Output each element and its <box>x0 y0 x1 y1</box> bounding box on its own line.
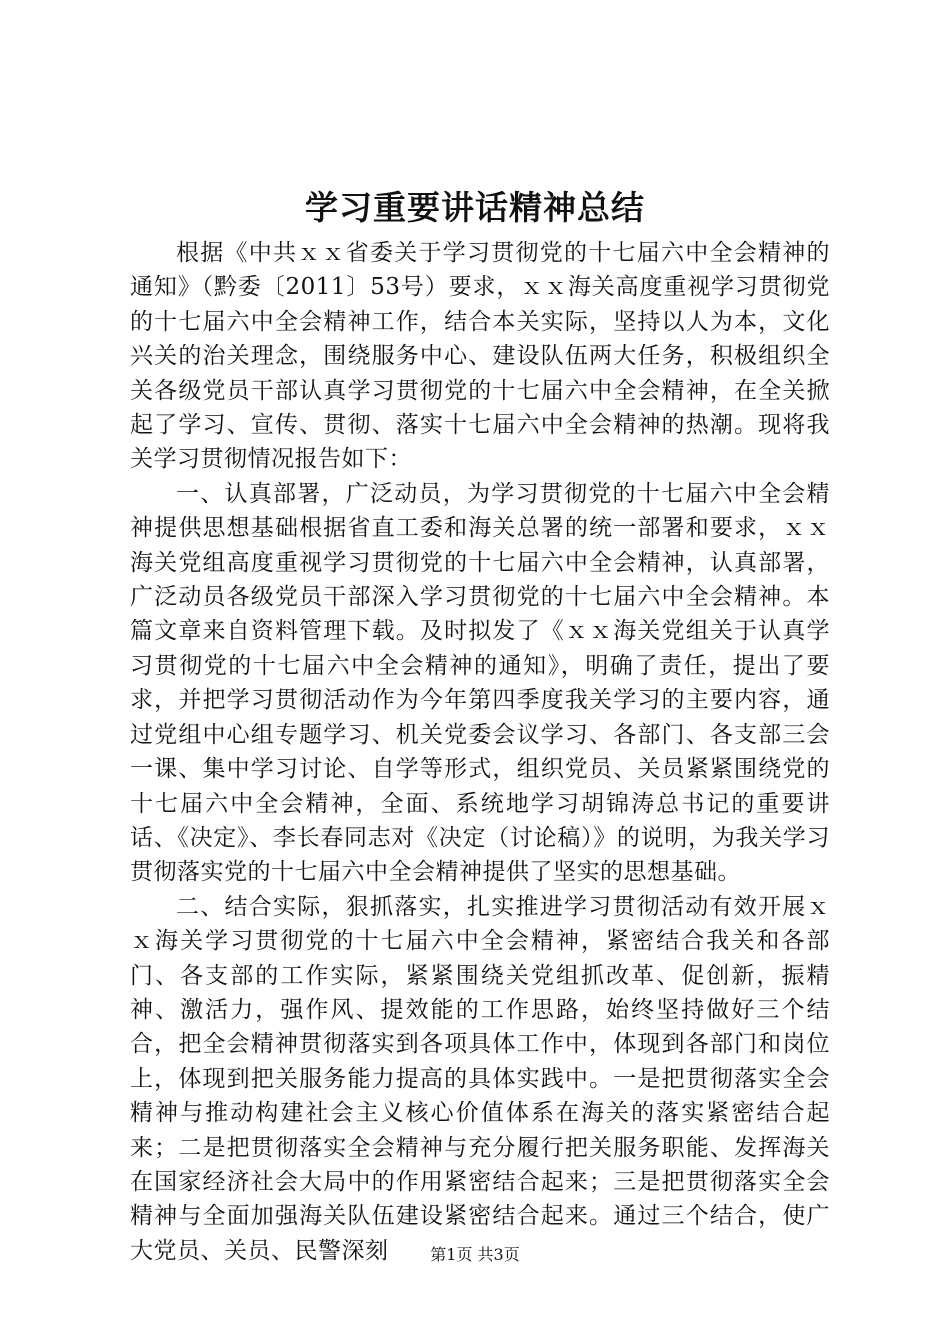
page-number-footer: 第1页 共3页 <box>430 1245 520 1264</box>
paragraph-intro: 根据《中共ｘｘ省委关于学习贯彻党的十七届六中全会精神的通知》（黔委〔2011〕53号）要求，ｘｘ海关高度重视学习贯彻党的十七届六中全会精神工作，结合本关实际，坚持以人为本，文化兴关的治关理念，围绕服务中心、建设队伍两大任务，积极组织全关各级党员干部认真学习贯彻党的十七届六中全会精神，在全关掀起了学习、宣传、贯彻、落实十七届六中全会精神的热潮。现将我关学习贯彻情况报告如下： <box>130 240 830 473</box>
document-body <box>130 236 830 1268</box>
document-title: 学习重要讲话精神总结 <box>305 188 645 227</box>
paragraph-section-two: 二、结合实际，狠抓落实，扎实推进学习贯彻活动有效开展ｘｘ海关学习贯彻党的十七届六中全会精神，紧密结合我关和各部门、各支部的工作实际，紧紧围绕关党组抓改革、促创新，振精神、激活力，强作风、提效能的工作思路，始终坚持做好三个结合，把全会精神贯彻落实到各项具体工作中，体现到各部门和岗位上，体现到把关服务能力提高的具体实践中。一是把贯彻落实全会精神与推动构建社会主义核心价值体系在海关的落实紧密结合起来；二是把贯彻落实全会精神与充分履行把关服务职能、发挥海关在国家经济社会大局中的作用紧密结合起来；三是把贯彻落实全会精神与全面加强海关队伍建设紧密结合起来。通过三个结合，使广大党员、关员、民警深刻 <box>130 893 830 1264</box>
paragraph-section-one: 一、认真部署，广泛动员，为学习贯彻党的十七届六中全会精神提供思想基础根据省直工委和海关总署的统一部署和要求，ｘｘ海关党组高度重视学习贯彻党的十七届六中全会精神，认真部署，广泛动员各级党员干部深入学习贯彻党的十七届六中全会精神。本篇文章来自资料管理下载。及时拟发了《ｘｘ海关党组关于认真学习贯彻党的十七届六中全会精神的通知》，明确了责任，提出了要求，并把学习贯彻活动作为今年第四季度我关学习的主要内容，通过党组中心组专题学习、机关党委会议学习、各部门、各支部三会一课、集中学习讨论、自学等形式，组织党员、关员紧紧围绕党的十七届六中全会精神，全面、系统地学习胡锦涛总书记的重要讲话、《决定》、李长春同志对《决定（讨论稿）》的说明，为我关学习贯彻落实党的十七届六中全会精神提供了坚实的思想基础。 <box>130 480 830 886</box>
